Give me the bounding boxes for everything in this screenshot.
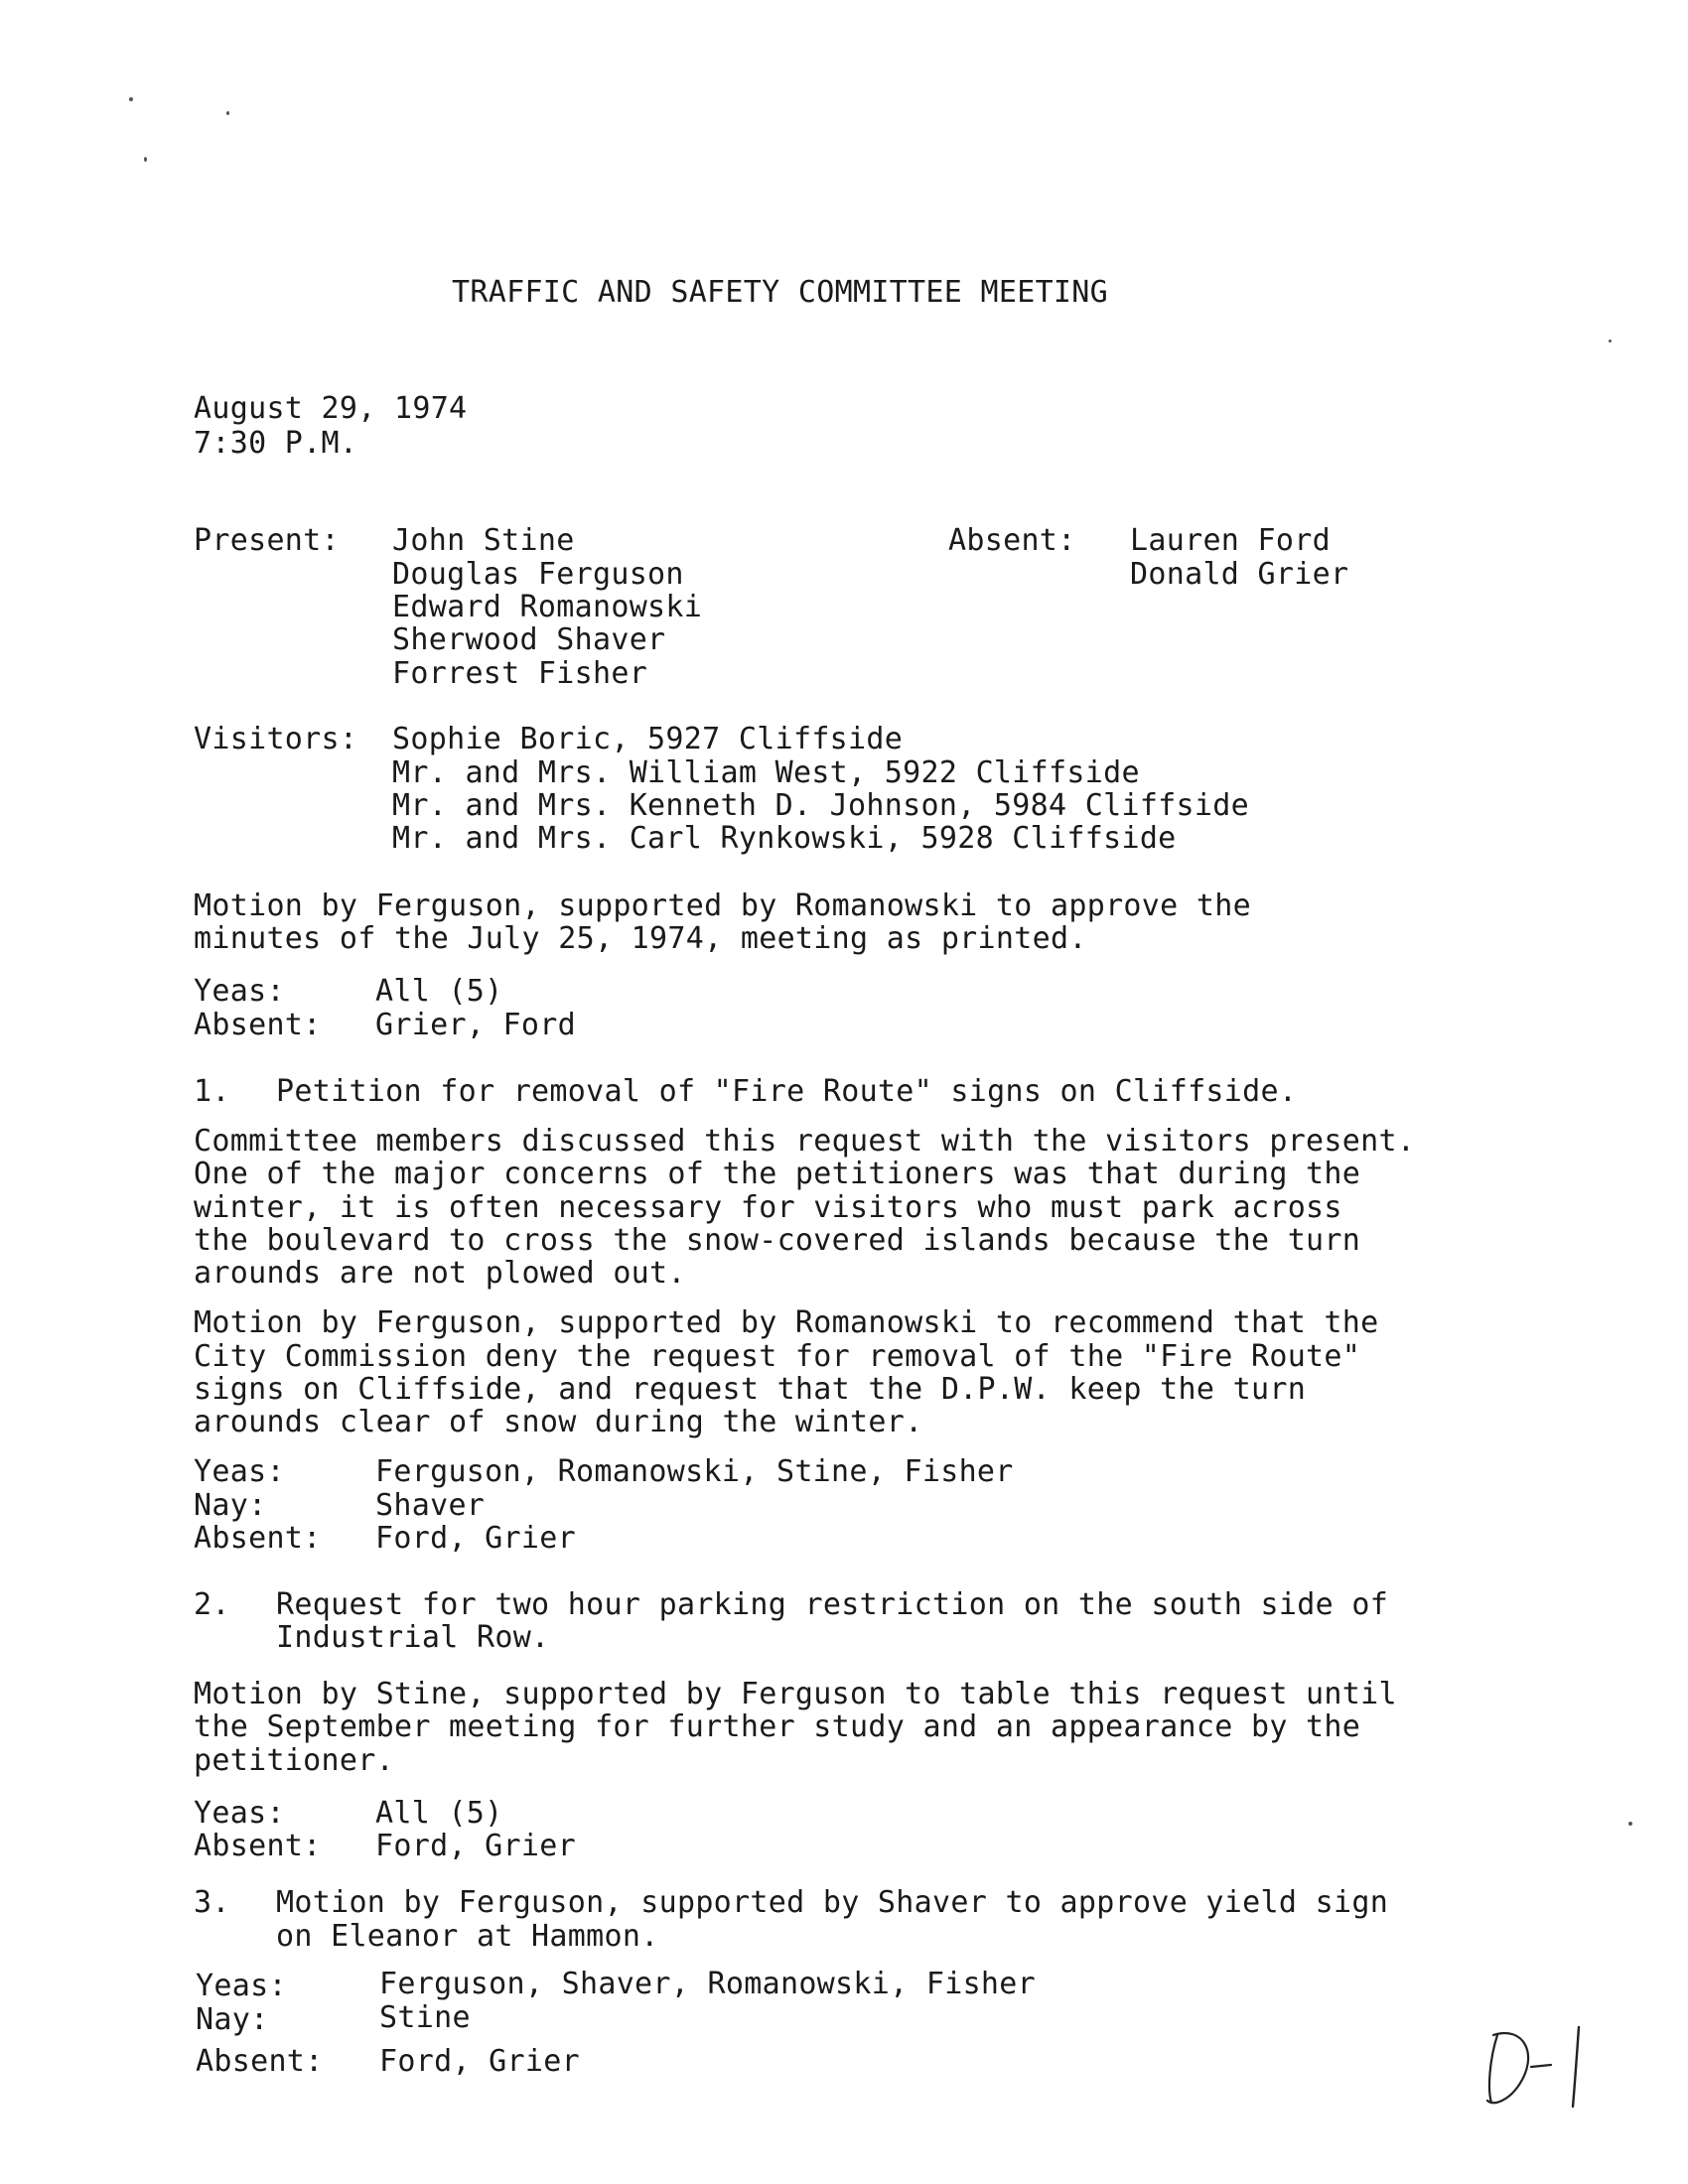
- absent-name: Donald Grier: [1130, 557, 1349, 592]
- document-title: TRAFFIC AND SAFETY COMMITTEE MEETING: [452, 275, 1109, 310]
- present-name: John Stine: [392, 523, 575, 558]
- visitor-entry: Mr. and Mrs. Carl Rynkowski, 5928 Cliffside: [392, 821, 1177, 856]
- present-name: Sherwood Shaver: [392, 622, 666, 657]
- vote-label: Yeas:: [194, 974, 285, 1009]
- handwritten-page-mark: [1479, 2015, 1599, 2115]
- item-discussion-line: arounds are not plowed out.: [194, 1256, 686, 1291]
- item-motion-line: arounds clear of snow during the winter.: [194, 1405, 923, 1439]
- scan-speck: [1628, 1822, 1632, 1826]
- item-discussion-line: Committee members discussed this request with the visitors present.: [194, 1124, 1416, 1159]
- absent-label: Absent:: [948, 523, 1076, 558]
- visitor-entry: Mr. and Mrs. William West, 5922 Cliffside: [392, 755, 1140, 790]
- vote-label: Yeas:: [196, 1969, 287, 2003]
- scan-speck: [129, 97, 133, 101]
- item-motion-line: Motion by Ferguson, supported by Romanowski to recommend that the: [194, 1305, 1379, 1340]
- meeting-time: 7:30 P.M.: [194, 426, 358, 461]
- item-motion-line: Motion by Stine, supported by Ferguson to table this request until: [194, 1677, 1397, 1711]
- item-discussion-line: the boulevard to cross the snow-covered islands because the turn: [194, 1223, 1361, 1258]
- vote-label: Absent:: [194, 1521, 322, 1556]
- vote-label: Yeas:: [194, 1796, 285, 1831]
- scan-speck: [1609, 340, 1612, 342]
- vote-value: All (5): [375, 974, 503, 1009]
- vote-value: Shaver: [375, 1488, 486, 1523]
- item-motion-line: City Commission deny the request for removal of the "Fire Route": [194, 1339, 1361, 1374]
- item-motion-line: signs on Cliffside, and request that the D.P.W. keep the turn: [194, 1372, 1307, 1407]
- item-number: 2.: [194, 1587, 230, 1622]
- present-label: Present:: [194, 523, 340, 558]
- vote-value: Grier, Ford: [375, 1008, 576, 1042]
- present-name: Edward Romanowski: [392, 590, 703, 624]
- meeting-date: August 29, 1974: [194, 391, 468, 426]
- vote-label: Absent:: [194, 1829, 322, 1863]
- minutes-motion-line: minutes of the July 25, 1974, meeting as printed.: [194, 921, 1087, 956]
- present-name: Forrest Fisher: [392, 656, 648, 691]
- vote-label: Yeas:: [194, 1454, 285, 1489]
- absent-name: Lauren Ford: [1130, 523, 1331, 558]
- item-number: 3.: [194, 1885, 230, 1920]
- item-heading: Industrial Row.: [276, 1620, 550, 1655]
- item-number: 1.: [194, 1074, 230, 1109]
- item-heading: on Eleanor at Hammon.: [276, 1919, 659, 1954]
- scan-speck: [144, 157, 147, 162]
- vote-value: Ford, Grier: [375, 1829, 576, 1863]
- item-discussion-line: One of the major concerns of the petitioners was that during the: [194, 1157, 1361, 1191]
- minutes-motion-line: Motion by Ferguson, supported by Romanowski to approve the: [194, 888, 1251, 923]
- vote-value: Ford, Grier: [379, 2044, 580, 2079]
- vote-label: Nay:: [194, 1488, 267, 1523]
- vote-label: Absent:: [196, 2044, 324, 2079]
- vote-value: Ferguson, Romanowski, Stine, Fisher: [375, 1454, 1014, 1489]
- item-motion-line: the September meeting for further study and an appearance by the: [194, 1709, 1361, 1744]
- item-heading: Request for two hour parking restriction on the south side of: [276, 1587, 1389, 1622]
- item-motion-line: petitioner.: [194, 1743, 394, 1778]
- visitor-entry: Sophie Boric, 5927 Cliffside: [392, 722, 904, 756]
- item-discussion-line: winter, it is often necessary for visitors who must park across: [194, 1190, 1342, 1225]
- vote-value: Ford, Grier: [375, 1521, 576, 1556]
- visitor-entry: Mr. and Mrs. Kenneth D. Johnson, 5984 Cliffside: [392, 788, 1249, 823]
- present-name: Douglas Ferguson: [392, 557, 684, 592]
- item-heading: Motion by Ferguson, supported by Shaver to approve yield sign: [276, 1885, 1389, 1920]
- scan-speck: [226, 111, 229, 115]
- item-heading: Petition for removal of "Fire Route" signs on Cliffside.: [276, 1074, 1298, 1109]
- visitors-label: Visitors:: [194, 722, 358, 756]
- vote-label: Nay:: [196, 2002, 269, 2037]
- vote-value: All (5): [375, 1796, 503, 1831]
- vote-value: Stine: [379, 2000, 471, 2035]
- vote-label: Absent:: [194, 1008, 322, 1042]
- vote-value: Ferguson, Shaver, Romanowski, Fisher: [379, 1967, 1037, 2001]
